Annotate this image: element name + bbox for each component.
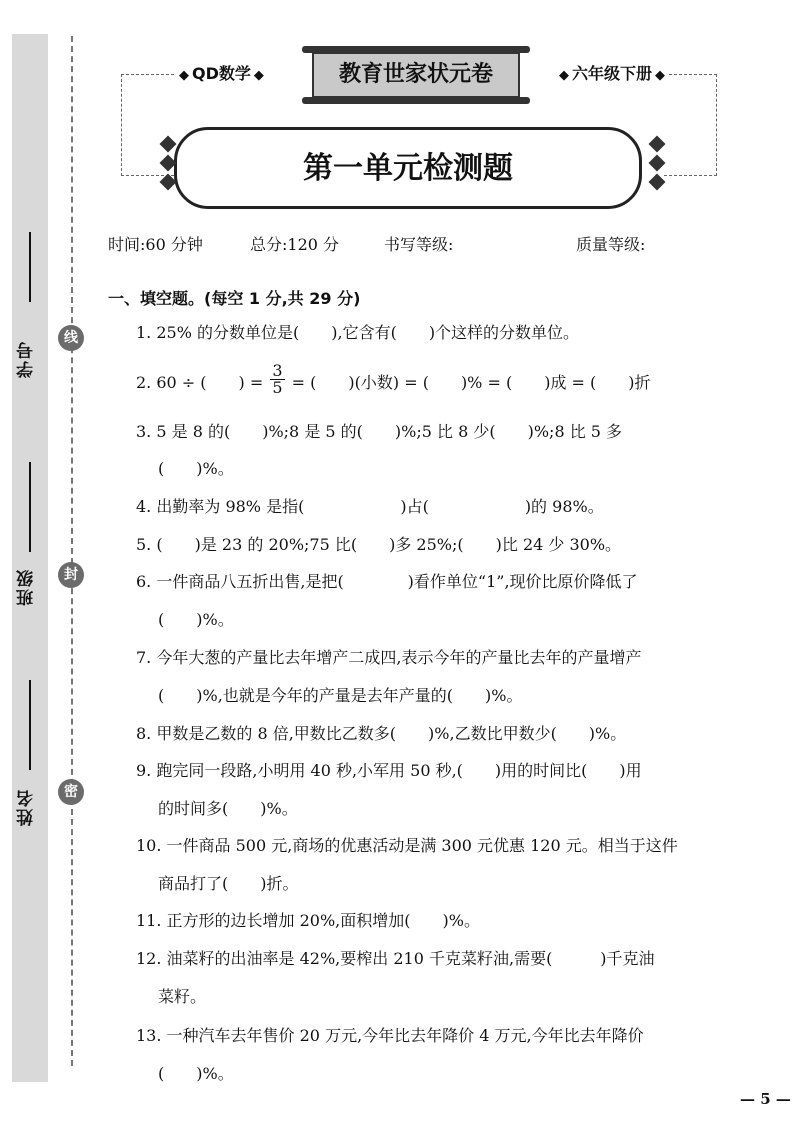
question-10: 10. 一件商品 500 元,商场的优惠活动是满 300 元优惠 120 元。相当于这件 bbox=[136, 836, 678, 855]
scroll-rod-bottom bbox=[302, 97, 530, 104]
header-right-bracket bbox=[664, 74, 717, 176]
question-3: 3. 5 是 8 的( )%;8 是 5 的( )%;5 比 8 少( )%;8 比 5 多 bbox=[136, 422, 623, 441]
series-title: 教育世家状元卷 bbox=[312, 52, 520, 98]
subject-tag: ◆ QD数学 ◆ bbox=[176, 62, 267, 86]
question-2: 2. 60 ÷ ( ) = $\frac{3}{5}$ = ( )(小数) = ( )% = ( )成 = ( )折 bbox=[136, 361, 651, 397]
diamond-icon: ◆ bbox=[559, 68, 569, 83]
question-8: 8. 甲数是乙数的 8 倍,甲数比乙数多( )%,乙数比甲数少( )%。 bbox=[136, 724, 627, 743]
seal-secret: 密 bbox=[58, 779, 84, 805]
question-9: 9. 跑完同一段路,小明用 40 秒,小军用 50 秒,( )用的时间比( )用 bbox=[136, 761, 642, 780]
question-6: 6. 一件商品八五折出售,是把( )看作单位“1”,现价比原价降低了 bbox=[136, 572, 638, 591]
question-3-cont: ( )%。 bbox=[158, 459, 234, 478]
total-score: 总分:120 分 bbox=[250, 235, 340, 254]
question-13-cont: ( )%。 bbox=[158, 1064, 234, 1083]
time-limit: 时间:60 分钟 bbox=[108, 235, 203, 254]
fraction: $\frac{3}{5}$ bbox=[272, 361, 283, 397]
name-blank bbox=[29, 680, 31, 770]
question-4: 4. 出勤率为 98% 是指( )占( )的 98%。 bbox=[136, 497, 604, 516]
page-title: 第一单元检测题 bbox=[174, 127, 642, 209]
question-7-cont: ( )%,也就是今年的产量是去年产量的( )%。 bbox=[158, 686, 523, 705]
question-6-cont: ( )%。 bbox=[158, 610, 234, 629]
writing-grade: 书写等级: bbox=[384, 235, 454, 254]
cut-line bbox=[71, 36, 73, 1066]
diamond-icon bbox=[649, 174, 666, 191]
name-label: 姓名 bbox=[17, 788, 37, 826]
question-9-cont: 的时间多( )%。 bbox=[158, 799, 298, 818]
student-id-blank bbox=[29, 232, 31, 302]
class-label: 班级 bbox=[17, 568, 37, 606]
page-number: — 5 — bbox=[740, 1090, 791, 1108]
diamond-icon: ◆ bbox=[655, 68, 666, 83]
question-5: 5. ( )是 23 的 20%;75 比( )多 25%;( )比 24 少 30%。 bbox=[136, 535, 622, 554]
series-banner bbox=[302, 46, 530, 104]
question-13: 13. 一种汽车去年售价 20 万元,今年比去年降价 4 万元,今年比去年降价 bbox=[136, 1026, 644, 1045]
quality-grade: 质量等级: bbox=[576, 235, 646, 254]
binding-strip bbox=[12, 34, 48, 1082]
diamond-icon bbox=[649, 136, 666, 153]
diamond-icon bbox=[649, 155, 666, 172]
section-title: 一、填空题。(每空 1 分,共 29 分) bbox=[108, 289, 361, 308]
student-id-label: 学号 bbox=[17, 340, 37, 378]
grade-tag: ◆ 六年级下册 ◆ bbox=[556, 62, 668, 86]
question-10-cont: 商品打了( )折。 bbox=[158, 874, 299, 893]
class-blank bbox=[29, 462, 31, 552]
diamond-icon: ◆ bbox=[179, 68, 189, 83]
seal-seal: 封 bbox=[58, 562, 84, 588]
question-12-cont: 菜籽。 bbox=[158, 987, 207, 1006]
question-12: 12. 油菜籽的出油率是 42%,要榨出 210 千克菜籽油,需要( )千克油 bbox=[136, 949, 655, 968]
question-11: 11. 正方形的边长增加 20%,面积增加( )%。 bbox=[136, 911, 480, 930]
question-1: 1. 25% 的分数单位是( ),它含有( )个这样的分数单位。 bbox=[136, 323, 580, 342]
diamond-icon: ◆ bbox=[253, 68, 264, 83]
seal-line: 线 bbox=[58, 325, 84, 351]
question-7: 7. 今年大葱的产量比去年增产二成四,表示今年的产量比去年的产量增产 bbox=[136, 648, 642, 667]
